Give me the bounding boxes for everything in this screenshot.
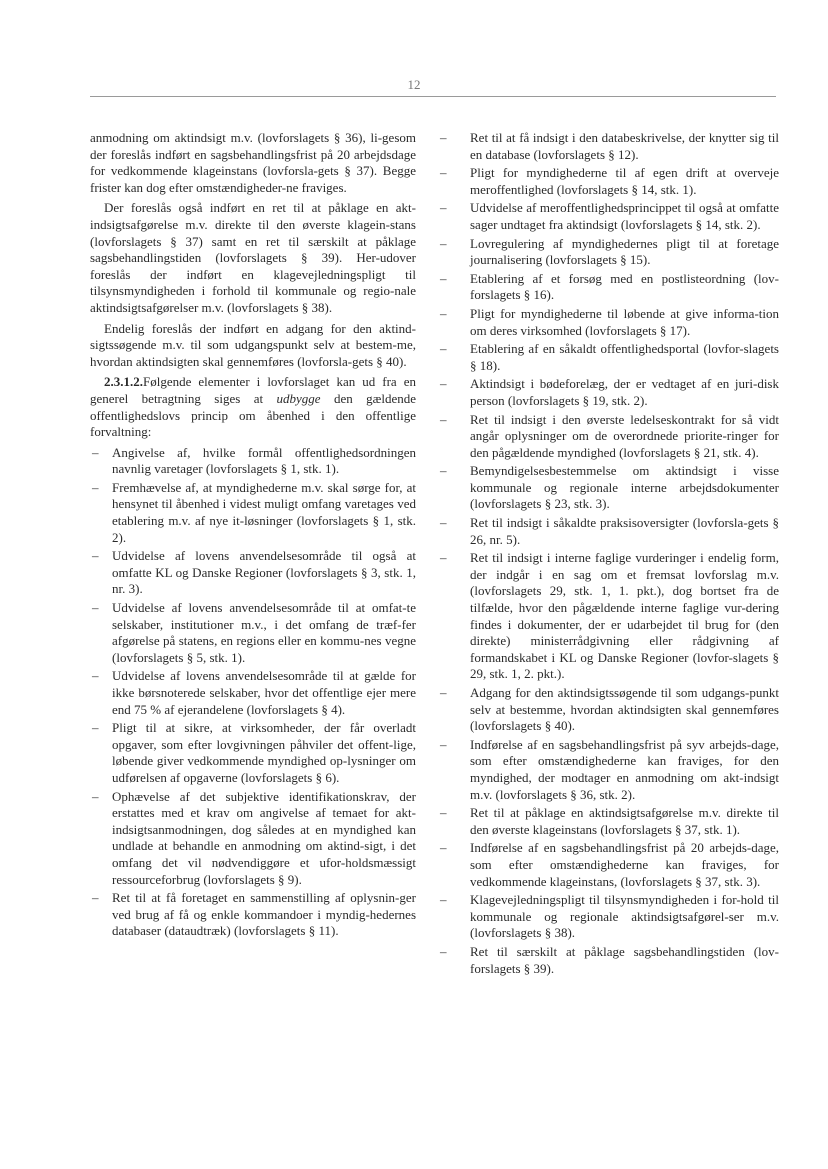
list-item [440,943,779,977]
dash-marker: – [440,736,447,752]
list-item [440,270,779,304]
list-item-text: Etablering af en såkaldt offentlighedsportal (lovfor-slagets § 18). [470,341,779,373]
dash-marker: – [440,200,447,216]
list-item [440,892,779,942]
list-item-text: Udvidelse af lovens anvendelsesområde til også at omfatte KL og Danske Regioner (lovforslagets § 3, stk. 1, nr. 3). [112,548,416,597]
list-item-text: Indførelse af en sagsbehandlingsfrist på syv arbejds-dage, som efter omstændighederne kan fraviges, for den myndighed, der modtager en anmodning om akt-indsigt m.v. (lovforslagets § 36, stk. 2). [470,736,779,802]
list-item [440,736,779,803]
list-item-text: Ret til at påklage en aktindsigtsafgørelse m.v. direkte til den øverste klageinstans (lovforslagets § 37, stk. 1). [470,805,779,837]
dash-marker: – [440,515,447,531]
dash-marker: – [440,550,447,566]
dash-marker: – [440,805,447,821]
dash-marker: – [440,840,447,856]
dash-marker: – [92,720,99,736]
list-item-text: Ret til indsigt i interne faglige vurderinger i endelig form, der indgår i en sag om et fremsat lovforslag m.v. (lovforslagets 29, stk. 1, 1. pkt.), dog bortset fra de tilfælde, hvor den pågældende interne faglige vur-dering findes i dokumenter, der er udarbejdet til brug for (den direkte) ministerrådgivning eller rådgivning af formandskabet i KL og Danske Regioner (lovfor-slagets § 29, stk. 1, 2. pkt.). [470,550,779,682]
list-item-text: Ret til indsigt i den øverste ledelseskontrakt for så vidt angår oplysninger om de overordnede priorite-ringer for den pågældende myndighed (lovforslagets § 21, stk. 4). [470,411,779,460]
dash-marker: – [92,668,99,684]
list-item [90,668,416,718]
paragraph: anmodning om aktindsigt m.v. (lovforslagets § 36), li-gesom der foreslås indført en sagsbehandlingsfrist på 20 arbejdsdage for vedkommende klageinstans (lovforsla-gets § 37). Begge frister kan dog efter omstændigheder-ne fraviges. [90,130,416,195]
dash-marker: – [92,479,99,495]
list-item [440,550,779,683]
paragraph: Der foreslås også indført en ret til at påklage en akt-indsigtsafgørelse m.v. direkte til den øverste klagein-stans (lovforslagets § 37) samt en ret til særskilt at påklage sagsbehandlingstiden (lovforslagets § 39). Her-udover foreslås der indført en klagevejledningspligt til tilsynsmyndigheden i forhold til kommunale og regio-nale aktindsigtsafgørelser m.v. (lovforslagets § 38). [90,200,416,315]
list-item [90,890,416,940]
right-column [440,130,779,979]
dash-marker: – [440,463,447,479]
dash-marker: – [440,411,447,427]
bullet-list [90,445,416,940]
dash-marker: – [440,341,447,357]
dash-marker: – [440,130,447,145]
list-item [440,235,779,269]
list-item [90,789,416,889]
list-item-text: Udvidelse af lovens anvendelsesområde til at gælde for ikke børsnoterede selskaber, hvor det offentlige ejer mere end 75 % af ejerandelene (lovforslagets § 4). [112,668,416,717]
list-item [440,200,779,233]
list-item-text: Pligt for myndighederne til løbende at give informa-tion om deres virksomhed (lovforslagets § 17). [470,305,779,338]
list-item [440,411,779,462]
list-item [90,445,416,478]
list-item [90,720,416,786]
dash-marker: – [440,376,447,392]
list-item [440,840,779,890]
list-item [440,376,779,409]
dash-marker: – [92,548,99,564]
dash-marker: – [440,305,447,321]
list-item-text: Pligt til at sikre, at virksomheder, der får overladt opgaver, som efter lovgivningen påhviler det offent-lige, løbende giver vedkommende myndighed op-lysninger om udførelsen af opgaverne (lovforslagets § 6). [112,720,416,785]
section-number: 2.3.1.2. [104,374,143,390]
list-item-text: Ret til at få indsigt i den databeskrivelse, der knytter sig til en database (lovforslagets § 12). [470,130,779,162]
list-item-text: Klagevejledningspligt til tilsynsmyndigheden i for-hold til kommunale og regionale aktindsigtsafgørel-ser m.v. (lovforslagets § 38). [470,892,779,941]
dash-marker: – [440,943,447,959]
section-intro-text: den gældende offentlighedslovs princip om åbenhed i den offentlige forvaltning: [90,390,416,440]
list-item-text: Ret til særskilt at påklage sagsbehandlingstiden (lov-forslagets § 39). [470,943,779,976]
section-intro-emphasis: udbygge [276,390,321,406]
dash-marker: – [440,892,447,908]
list-item [440,463,779,513]
list-item-text: Indførelse af en sagsbehandlingsfrist på 20 arbejds-dage, som efter omstændighederne kan fraviges, for vedkommende klageinstans, (lovforslagets § 37, stk. 3). [470,840,779,889]
list-item [440,341,779,374]
list-item-text: Ret til at få foretaget en sammenstilling af oplysnin-ger ved brug af få og enkle kommandoer i myndig-hedernes databaser (dataudtræk) (lovforslagets § 11). [112,890,416,939]
list-item [440,805,779,838]
dash-marker: – [92,788,99,804]
dash-marker: – [92,890,99,906]
list-item-text: Bemyndigelsesbestemmelse om aktindsigt i visse kommunale og regionale interne arbejdsdokumenter (lovforslagets § 23, stk. 3). [470,463,779,512]
list-item-text: Adgang for den aktindsigtssøgende til som udgangs-punkt selv at bestemme, hvordan aktindsigten skal gennemføres (lovforslagets § 40). [470,685,779,734]
section-intro [90,374,416,440]
paragraph: Endelig foreslås der indført en adgang for den aktind-sigtssøgende m.v. til som udgangspunkt selv at bestem-me, hvordan aktindsigten skal gennemføres (lovforsla-gets § 40). [90,320,416,369]
list-item [440,685,779,735]
header-rule [90,96,776,97]
left-column [90,130,416,942]
list-item-text: Angivelse af, hvilke formål offentlighedsordningen navnlig varetager (lovforslagets § 1, stk. 1). [112,444,416,477]
dash-marker: – [92,600,99,616]
dash-marker: – [440,685,447,700]
dash-marker: – [440,165,447,181]
list-item [90,480,416,546]
section-intro-text: Følgende elementer i lovforslaget kan ud fra en generel betragtning siges at [90,374,416,406]
list-item-text: Lovregulering af myndighedernes pligt til at foretage journalisering (lovforslagets § 15). [470,235,779,268]
list-item [90,548,416,598]
list-item [440,515,779,548]
dash-marker: – [440,235,447,251]
list-item-text: Fremhævelse af, at myndighederne m.v. skal sørge for, at hensynet til åbenhed i videst muligt omfang varetages ved etablering m.v. af nye it-løsninger (lovforslagets § 1, stk. 2). [112,479,416,545]
list-item [440,305,779,339]
list-item-text: Etablering af et forsøg med en postlisteordning (lov-forslagets § 16). [470,270,779,303]
list-item-text: Udvidelse af lovens anvendelsesområde til at omfat-te selskaber, institutioner m.v., i det omfang de træf-fer afgørelse på statens, en regions eller en kommu-nes vegne (lovforslagets § 5, stk. 1). [112,600,416,665]
list-item-text: Udvidelse af meroffentlighedsprincippet til også at omfatte sager undtaget fra aktindsigt (lovforslagets § 14, stk. 2). [470,200,779,232]
dash-marker: – [92,444,99,460]
list-item-text: Aktindsigt i bødeforelæg, der er vedtaget af en juri-disk person (lovforslagets § 19, stk. 2). [470,376,779,408]
list-item-text: Pligt for myndighederne til af egen drift at overveje meroffentlighed (lovforslagets § 14, stk. 1). [470,165,779,197]
list-item [440,130,779,163]
bullet-list [440,130,779,977]
list-item-text: Ophævelse af det subjektive identifikationskrav, der erstattes med et krav om angivelse af temaet for akt-indsigtsanmodningen, dog således at en myndighed kan undlade at behandle en anmodning om aktind-sigt, i det omfang det vil nødvendiggøre et ufor-holdsmæssigt ressourceforbrug (lovforslagets § 9). [112,788,416,887]
page-number: 12 [407,77,421,92]
list-item [440,165,779,198]
list-item [90,600,416,666]
dash-marker: – [440,270,447,286]
list-item-text: Ret til indsigt i såkaldte praksisoversigter (lovforsla-gets § 26, nr. 5). [470,515,779,547]
